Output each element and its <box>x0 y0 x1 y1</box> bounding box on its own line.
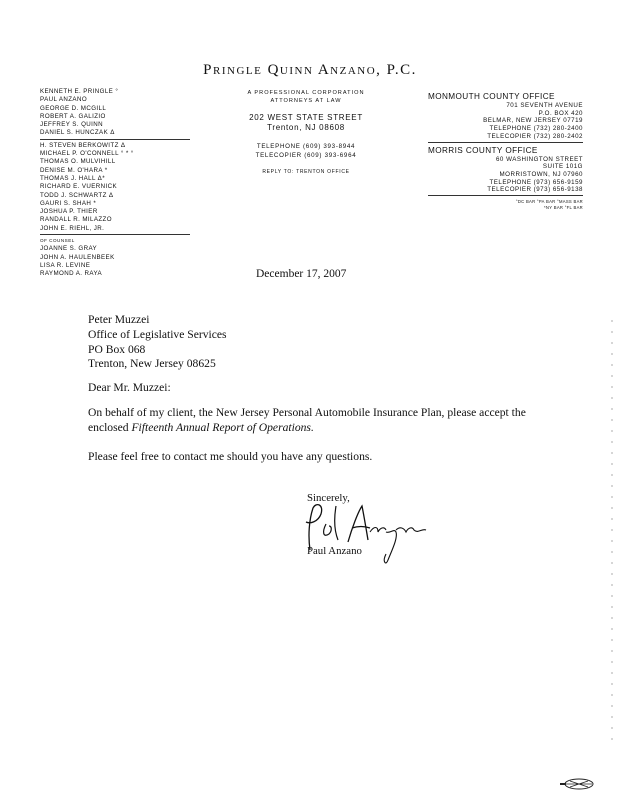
firm-name: Pringle Quinn Anzano, P.C. <box>203 62 417 78</box>
bar-admission-note: *NY BAR °FL BAR <box>544 204 583 210</box>
salutation: Dear Mr. Muzzei: <box>88 381 171 394</box>
office-line: MORRISTOWN, NJ 07960 <box>499 170 583 178</box>
office-line: TELECOPIER (973) 656-9138 <box>487 186 583 194</box>
attorney-name: PAUL ANZANO <box>40 96 88 104</box>
main-office-telecopier: TELECOPIER (609) 393-6964 <box>255 152 357 159</box>
attorney-name: JEFFREY S. QUINN <box>40 121 104 129</box>
attorney-name: JOSHUA P. THIER <box>40 208 98 216</box>
of-counsel-name: JOHN A. HAULENBEEK <box>40 253 115 261</box>
office-line: TELEPHONE (973) 656-9159 <box>489 178 583 186</box>
office-line: TELECOPIER (732) 280-2402 <box>487 132 583 140</box>
recipient-line: Office of Legislative Services <box>88 327 227 341</box>
of-counsel-name: LISA R. LEVINE <box>40 261 91 269</box>
recipient-line: PO Box 068 <box>88 342 146 356</box>
monmouth-office-title: MONMOUTH COUNTY OFFICE <box>428 92 555 101</box>
attorney-name: GEORGE D. MCGILL <box>40 104 107 112</box>
main-office-telephone: TELEPHONE (609) 393-8944 <box>256 143 356 150</box>
recipient-address <box>88 313 227 372</box>
attorney-name: GAURI S. SHAH * <box>40 199 97 207</box>
signer-name: Paul Anzano <box>307 545 362 557</box>
body-paragraph-1 <box>88 406 528 436</box>
morris-office-address <box>428 156 583 197</box>
scan-edge-marks <box>609 320 615 740</box>
office-line: 60 WASHINGTON STREET <box>495 155 583 163</box>
morris-office-title: MORRIS COUNTY OFFICE <box>428 145 538 155</box>
recipient-line: Trenton, New Jersey 08625 <box>88 357 216 371</box>
recipient-line: Peter Muzzei <box>88 313 150 326</box>
attorney-name: KENNETH E. PRINGLE ° <box>40 88 119 95</box>
office-line: SUITE 101G <box>542 163 583 171</box>
firm-subtitle: ATTORNEYS AT LAW <box>270 98 342 104</box>
attorney-name: TODD J. SCHWARTZ Δ <box>40 191 114 199</box>
attorney-name: DANIEL S. HUNCZAK Δ <box>40 129 190 139</box>
of-counsel-name: JOANNE S. GRAY <box>40 245 98 253</box>
attorney-name: RANDALL R. MILAZZO <box>40 216 112 224</box>
office-line: TELEPHONE (732) 280-2400 <box>489 125 583 133</box>
attorney-name: ROBERT A. GALIZIO <box>40 112 106 120</box>
closing: Sincerely, <box>307 492 350 504</box>
office-line: P.O. BOX 420 <box>538 109 583 117</box>
main-office-block <box>226 89 386 175</box>
bar-admission-note: °DC BAR °PA BAR °MASS BAR <box>515 199 583 205</box>
office-line: 701 SEVENTH AVENUE <box>506 102 583 109</box>
attorney-name: H. STEVEN BERKOWITZ Δ <box>40 141 126 149</box>
letter-date: December 17, 2007 <box>256 268 347 280</box>
reply-to: REPLY TO: TRENTON OFFICE <box>262 169 350 175</box>
attorney-name: JOHN E. RIEHL, JR. <box>40 225 190 235</box>
monmouth-office-address <box>428 102 583 143</box>
attorney-name: MICHAEL P. O'CONNELL ° * ° <box>40 150 134 158</box>
body-paragraph-2: Please feel free to contact me should you have any questions. <box>88 450 373 463</box>
office-line: BELMAR, NEW JERSEY 07719 <box>483 117 583 125</box>
attorney-name: THOMAS O. MULVIHILL <box>40 158 116 166</box>
attorney-name: DENISE M. O'HARA * <box>40 166 108 174</box>
of-counsel-name: RAYMOND A. RAYA <box>40 270 103 278</box>
paragraph-text: On behalf of my client, the New Jersey Personal Automobile Insurance Plan, please accept the enclosed <box>88 406 526 434</box>
main-office-city: Trenton, NJ 08608 <box>267 123 345 132</box>
attorney-name: RICHARD E. VUERNICK <box>40 183 118 191</box>
branch-offices <box>428 92 583 210</box>
union-label-stamp <box>558 776 600 792</box>
firm-subtitle: A PROFESSIONAL CORPORATION <box>247 90 365 96</box>
attorney-name: THOMAS J. HALL Δ* <box>40 174 106 182</box>
of-counsel-label: OF COUNSEL <box>40 238 75 244</box>
attorney-list <box>40 88 190 279</box>
report-title: Fifteenth Annual Report of Operations. <box>131 420 314 434</box>
main-office-street: 202 WEST STATE STREET <box>249 113 363 122</box>
handwritten-signature <box>296 498 446 568</box>
